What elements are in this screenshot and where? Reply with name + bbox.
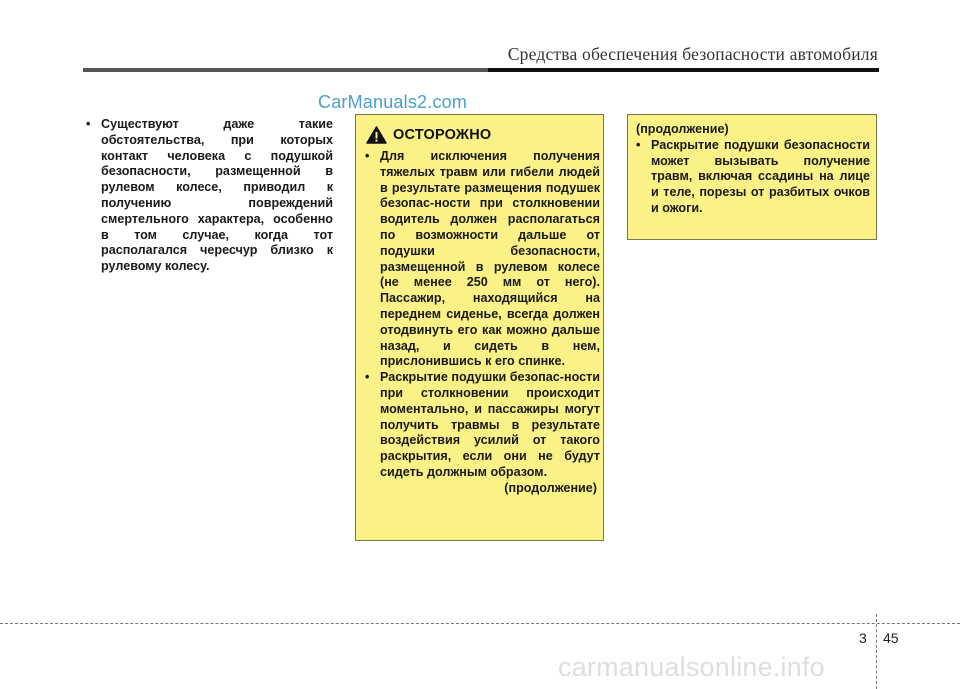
continued-header: (продолжение) — [636, 122, 729, 136]
bullet: • — [636, 137, 641, 152]
list-item — [636, 138, 870, 217]
list-item — [365, 370, 600, 481]
warning-body — [365, 149, 600, 509]
warning-header — [366, 125, 491, 145]
bullet: • — [365, 149, 370, 163]
list-item — [86, 117, 333, 275]
watermark-carmanualsonline[interactable]: carmanualsonline.info — [558, 652, 825, 682]
list-item-text: Раскрытие подушки безопасности может вызывать получение травм, включая ссадины на лице и теле, порезы от разбитых очков и ожоги. — [651, 137, 870, 215]
warning-triangle-icon — [366, 126, 387, 144]
section-title: Средства обеспечения безопасности автомобиля — [507, 44, 878, 64]
footer-divider — [0, 623, 960, 624]
continued-body — [636, 122, 870, 217]
list-item — [365, 149, 600, 370]
watermark-carmanuals2[interactable]: CarManuals2.com — [318, 92, 468, 112]
left-column-text — [86, 117, 333, 275]
list-item-text: Для исключения получения тяжелых травм или гибели людей в результате размещения подушек безопас-ности при столкновении водитель должен располагаться по возможности дальше от подушки безопасности, размещенной в рулевом колесе (не менее 250 мм от него). Пассажир, находящийся на переднем сиденье, всегда должен отодвинуть его как можно дальше назад, и сидеть в нем, прислонившись к его спинке. — [380, 149, 600, 369]
page-number: 45 — [883, 630, 899, 646]
chapter-number: 3 — [859, 630, 867, 646]
bullet: • — [365, 370, 370, 385]
continued-label: (продолжение) — [504, 480, 597, 495]
list-item-text: Раскрытие подушки безопас-ности при столкновении происходит моментально, и пассажиры могут получить травмы в результате воздействия усилий от такого раскрытия, если они не будут сидеть должным образом. — [380, 370, 601, 479]
list-item-text: Существуют даже такие обстоятельства, при которых контакт человека с подушкой безопасности, размещенной в рулевом колесе, приводил к получению повреждений смертельного характера, особенно в том случае, когда тот располагался чересчур близко к рулевому колесу. — [101, 117, 333, 274]
page-number-divider — [876, 614, 877, 689]
warning-title: ОСТОРОЖНО — [393, 127, 492, 143]
continued-box — [627, 114, 877, 240]
header-rule — [83, 68, 879, 72]
bullet: • — [86, 117, 91, 131]
warning-box — [355, 114, 604, 541]
